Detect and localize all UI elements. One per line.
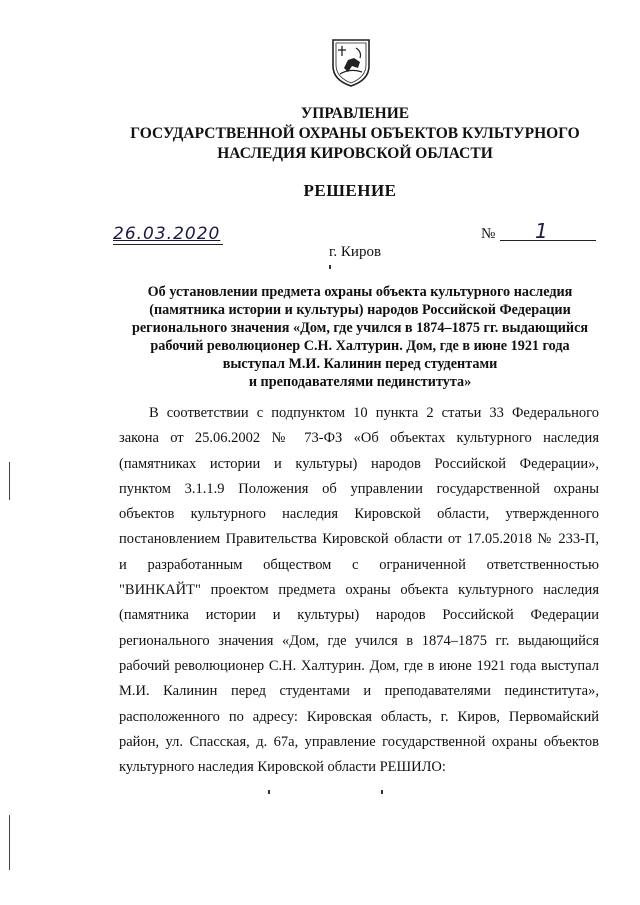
subject-line: выступал М.И. Калинин перед студентами <box>222 356 498 372</box>
decision-subject <box>110 283 610 391</box>
body-line: культурного наследия Кировской области РЕШИЛО: <box>119 759 446 776</box>
body-line: расположенного по адресу: Кировская область, г. Киров, Первомайский <box>119 708 599 725</box>
scan-margin-mark <box>9 462 10 500</box>
subject-line: (памятника истории и культуры) народов Российской Федерации <box>149 302 571 318</box>
org-line: УПРАВЛЕНИЕ <box>300 105 410 122</box>
body-line: постановлением Правительства Кировской области от 17.05.2018 № 233-П, <box>119 531 599 548</box>
body-line: район, ул. Спасская, д. 67а, управление государственной охраны объектов <box>119 733 599 750</box>
subject-line: регионального значения «Дом, где учился в 1874–1875 гг. выдающийся <box>131 320 589 336</box>
body-line: объектов культурного наследия Кировской области, утвержденного <box>119 506 599 523</box>
decision-body <box>119 401 599 780</box>
scan-margin-mark <box>9 815 10 870</box>
body-line: (памятника истории и культуры) народов Российской Федерации <box>119 607 599 624</box>
scan-speck <box>268 790 270 794</box>
kirov-oblast-coat-of-arms-icon <box>330 38 372 88</box>
body-line: (памятниках истории и культуры) народов Российской Федерации», <box>119 455 599 472</box>
number-label: № <box>481 226 496 242</box>
body-line: регионального значения «Дом, где учился в 1874–1875 гг. выдающийся <box>119 632 599 649</box>
number-underline <box>500 240 596 241</box>
body-line: М.И. Калинин перед студентами и преподавателями пединститута», <box>119 683 599 700</box>
organization-name <box>100 104 610 164</box>
document-number: 1 <box>535 219 548 243</box>
scan-speck <box>381 790 383 794</box>
subject-line: Об установлении предмета охраны объекта культурного наследия <box>147 284 573 300</box>
scan-speck <box>329 265 331 269</box>
body-line: В соответствии с подпунктом 10 пункта 2 статьи 33 Федерального <box>149 405 599 421</box>
body-line: "ВИНКАЙТ" проектом предмета охраны объекта культурного наследия <box>119 582 599 599</box>
body-line: пунктом 3.1.1.9 Положения об управлении государственной охраны <box>119 480 599 497</box>
subject-line: и преподавателями пединститута» <box>248 374 472 390</box>
body-line: и разработанным обществом с ограниченной ответственностью <box>119 556 599 573</box>
org-line: НАСЛЕДИЯ КИРОВСКОЙ ОБЛАСТИ <box>217 145 493 162</box>
org-line: ГОСУДАРСТВЕННОЙ ОХРАНЫ ОБЪЕКТОВ КУЛЬТУРНОГО <box>130 125 580 142</box>
subject-line: рабочий революционер С.Н. Халтурин. Дом, где в июне 1921 года <box>150 338 570 354</box>
city-line: г. Киров <box>328 244 382 260</box>
body-line: рабочий революционер С.Н. Халтурин. Дом, где в июне 1921 года выступал <box>119 657 599 674</box>
document-type-title: РЕШЕНИЕ <box>303 181 397 200</box>
document-date: 26.03.2020 <box>113 224 223 245</box>
body-line: закона от 25.06.2002 № 73-ФЗ «Об объектах культурного наследия <box>119 430 599 447</box>
